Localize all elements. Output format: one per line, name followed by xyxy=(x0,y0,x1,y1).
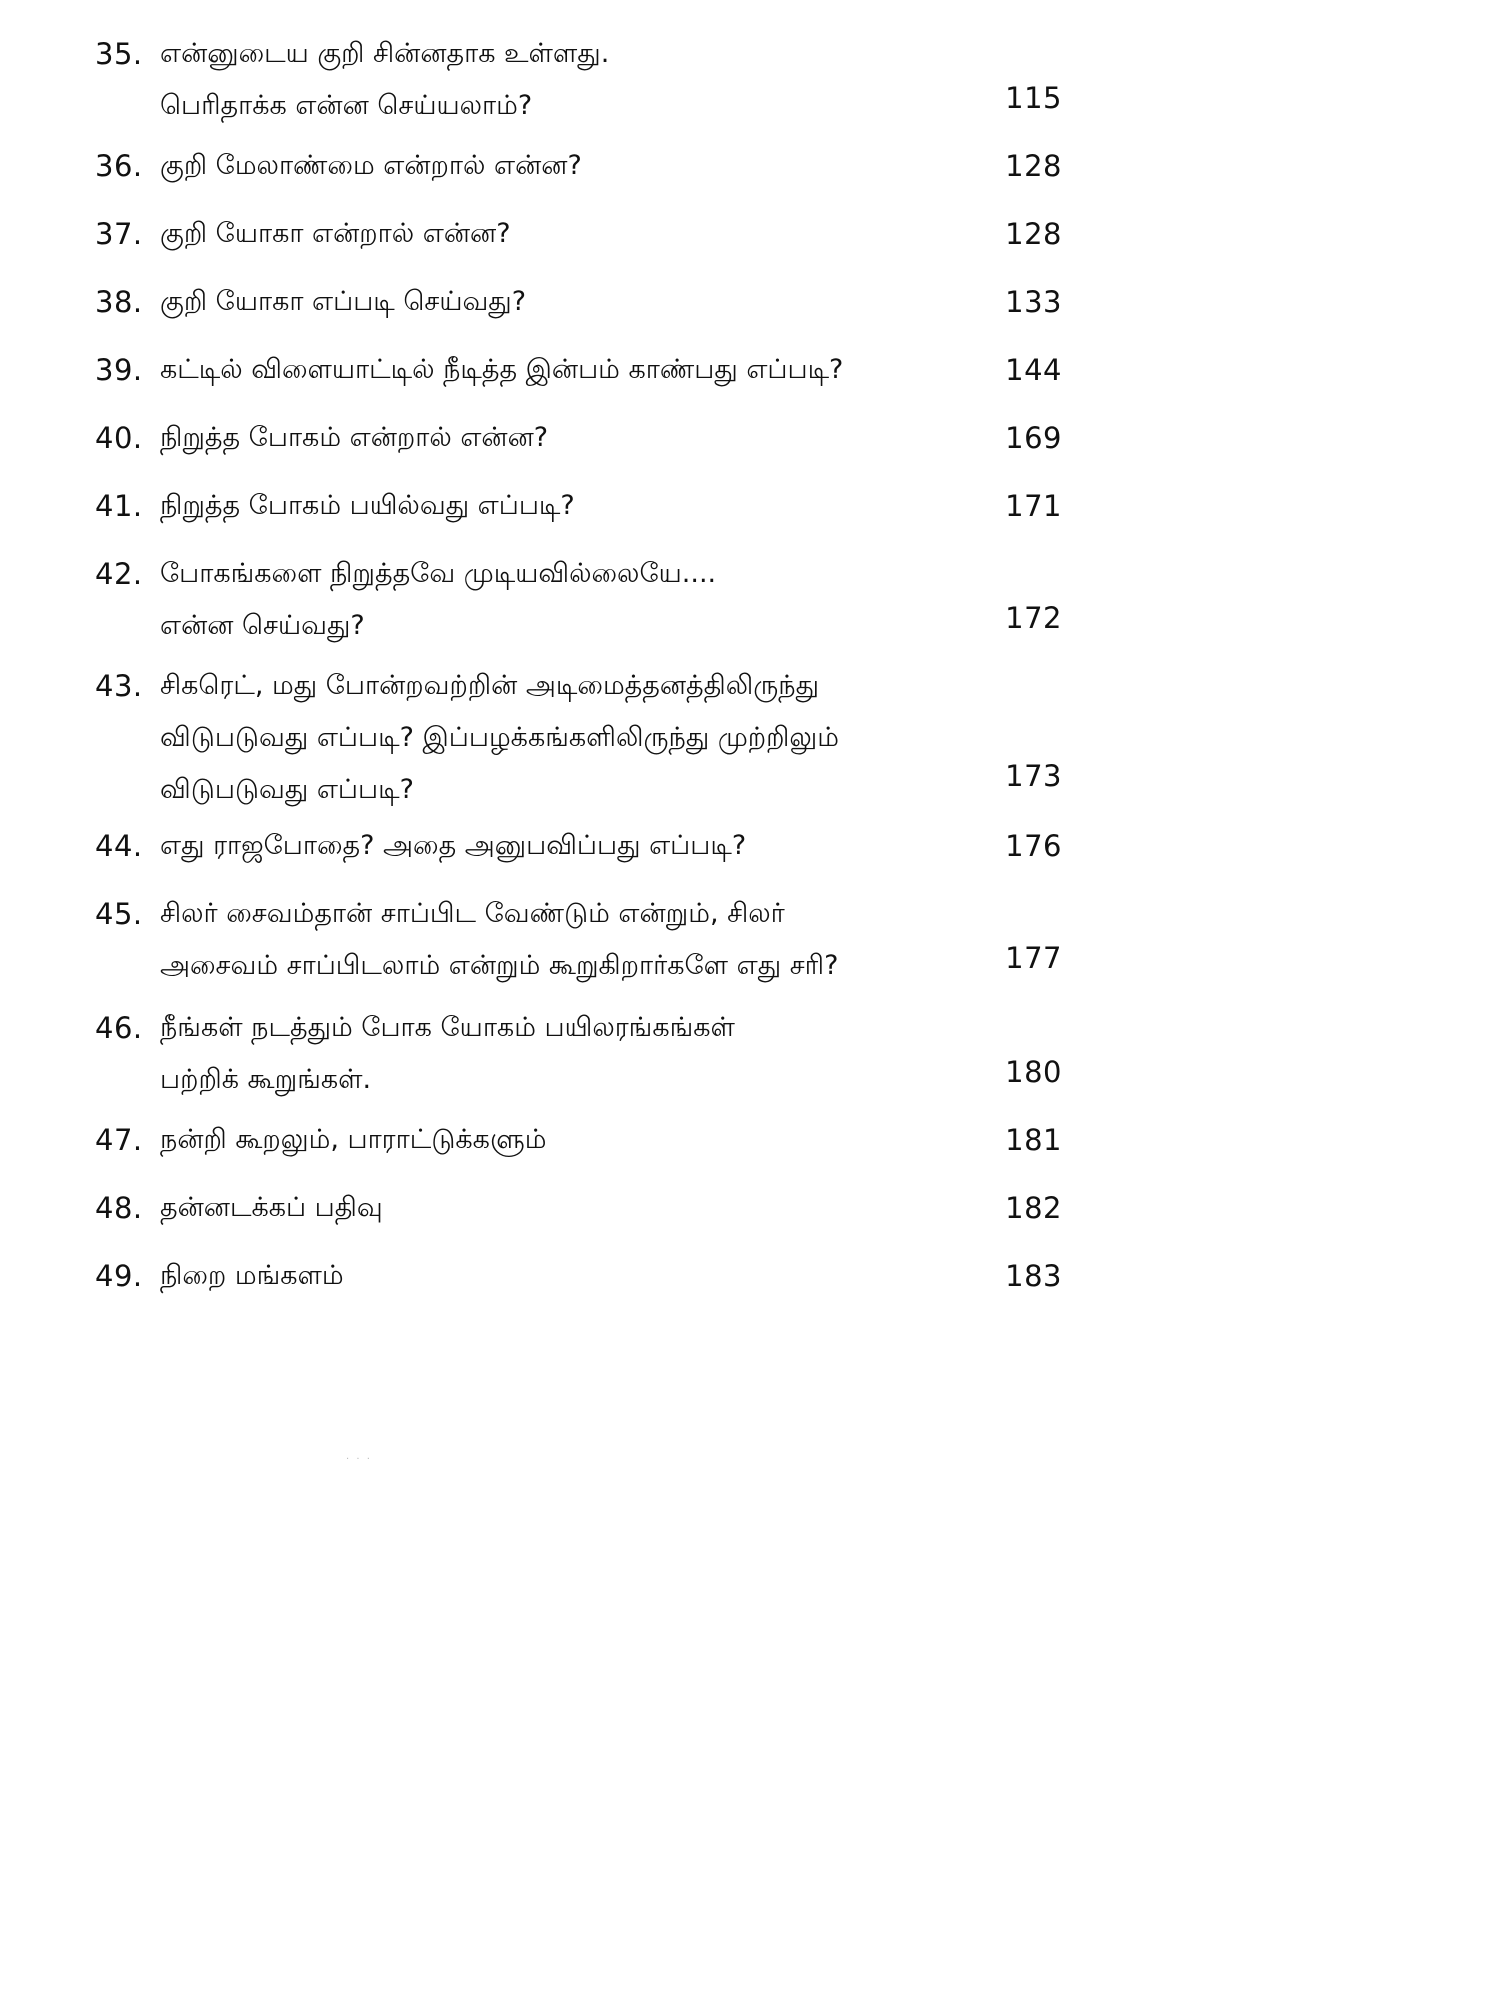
entry-page-number: 144 xyxy=(1005,353,1062,387)
entry-page-number: 182 xyxy=(1005,1191,1062,1225)
entry-title-line: குறி மேலாண்மை என்றால் என்ன? xyxy=(160,150,582,181)
entry-title xyxy=(160,412,990,464)
entry-title xyxy=(160,1250,990,1302)
entry-title-line: என்னுடைய குறி சின்னதாக உள்ளது. xyxy=(160,38,610,69)
entry-number: 39. xyxy=(95,353,143,387)
entry-number: 45. xyxy=(95,897,143,931)
entry-title-line: தன்னடக்கப் பதிவு xyxy=(160,1192,383,1223)
entry-number: 38. xyxy=(95,285,143,319)
entry-number: 40. xyxy=(95,421,143,455)
entry-page-number: 181 xyxy=(1005,1123,1062,1157)
entry-title-line: விடுபடுவது எப்படி? xyxy=(160,774,414,805)
entry-title-line: என்ன செய்வது? xyxy=(160,610,365,641)
entry-title-line: கட்டில் விளையாட்டில் நீடித்த இன்பம் காண்பது எப்படி? xyxy=(160,354,844,385)
entry-title-line: எது ராஜபோதை? அதை அனுபவிப்பது எப்படி? xyxy=(160,830,747,861)
entry-page-number: 180 xyxy=(1005,1055,1062,1089)
entry-title xyxy=(160,1114,990,1166)
entry-number: 41. xyxy=(95,489,143,523)
entry-title xyxy=(160,820,990,872)
entry-page-number: 128 xyxy=(1005,149,1062,183)
scan-specks: · · · xyxy=(346,1454,372,1465)
entry-title-line: போகங்களை நிறுத்தவே முடியவில்லையே.... xyxy=(160,558,717,589)
entry-title xyxy=(160,276,990,328)
entry-title-line: சிகரெட், மது போன்றவற்றின் அடிமைத்தனத்திலிருந்து xyxy=(160,670,819,701)
entry-title-line: நிறை மங்களம் xyxy=(160,1260,344,1291)
entry-title xyxy=(160,28,990,132)
entry-page-number: 176 xyxy=(1005,829,1062,863)
entry-title xyxy=(160,344,990,396)
entry-page-number: 177 xyxy=(1005,941,1062,975)
entry-title xyxy=(160,1182,990,1234)
entry-number: 48. xyxy=(95,1191,143,1225)
entry-title xyxy=(160,660,990,816)
entry-page-number: 133 xyxy=(1005,285,1062,319)
entry-title xyxy=(160,208,990,260)
entry-number: 43. xyxy=(95,669,143,703)
entry-page-number: 172 xyxy=(1005,601,1062,635)
entry-title xyxy=(160,548,990,652)
entry-title xyxy=(160,480,990,532)
entry-title xyxy=(160,1002,990,1106)
entry-title-line: குறி யோகா என்றால் என்ன? xyxy=(160,218,511,249)
entry-page-number: 173 xyxy=(1005,759,1062,793)
entry-page-number: 169 xyxy=(1005,421,1062,455)
entry-title-line: நிறுத்த போகம் பயில்வது எப்படி? xyxy=(160,490,575,521)
entry-page-number: 115 xyxy=(1005,81,1062,115)
entry-title-line: பெரிதாக்க என்ன செய்யலாம்? xyxy=(160,90,533,121)
entry-number: 35. xyxy=(95,37,143,71)
entry-number: 46. xyxy=(95,1011,143,1045)
entry-title-line: அசைவம் சாப்பிடலாம் என்றும் கூறுகிறார்களே எது சரி? xyxy=(160,950,839,981)
entry-number: 49. xyxy=(95,1259,143,1293)
entry-page-number: 171 xyxy=(1005,489,1062,523)
entry-title xyxy=(160,888,990,992)
entry-number: 36. xyxy=(95,149,143,183)
entry-number: 44. xyxy=(95,829,143,863)
entry-number: 37. xyxy=(95,217,143,251)
entry-number: 42. xyxy=(95,557,143,591)
entry-title-line: நிறுத்த போகம் என்றால் என்ன? xyxy=(160,422,549,453)
entry-number: 47. xyxy=(95,1123,143,1157)
entry-title-line: விடுபடுவது எப்படி? இப்பழக்கங்களிலிருந்து முற்றிலும் xyxy=(160,722,839,753)
entry-title-line: பற்றிக் கூறுங்கள். xyxy=(160,1064,372,1095)
entry-page-number: 183 xyxy=(1005,1259,1062,1293)
entry-title-line: நீங்கள் நடத்தும் போக யோகம் பயிலரங்கங்கள் xyxy=(160,1012,735,1043)
entry-page-number: 128 xyxy=(1005,217,1062,251)
entry-title-line: சிலர் சைவம்தான் சாப்பிட வேண்டும் என்றும், சிலர் xyxy=(160,898,785,929)
entry-title-line: நன்றி கூறலும், பாராட்டுக்களும் xyxy=(160,1124,547,1155)
entry-title xyxy=(160,140,990,192)
entry-title-line: குறி யோகா எப்படி செய்வது? xyxy=(160,286,527,317)
